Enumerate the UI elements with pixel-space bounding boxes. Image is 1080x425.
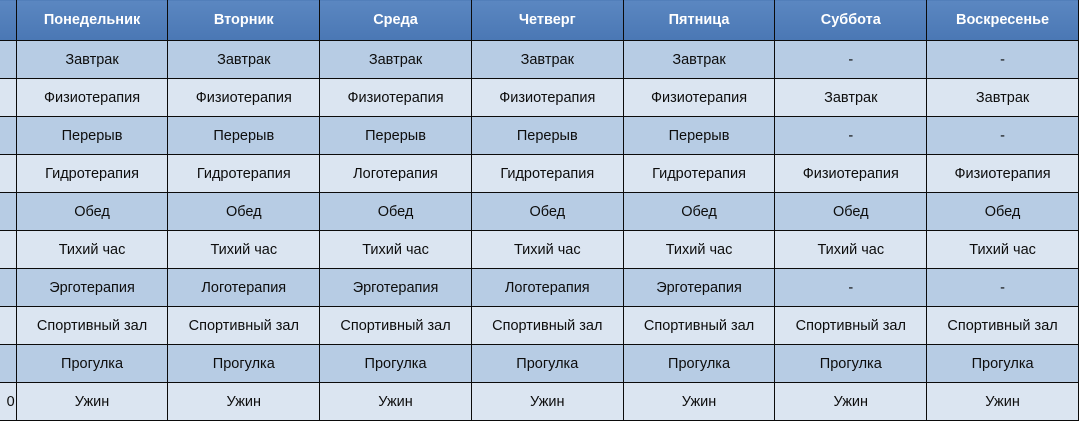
schedule-row	[0, 231, 1079, 269]
activity-cell: Спортивный зал	[168, 307, 320, 345]
activity-cell: Обед	[471, 193, 623, 231]
schedule-header	[0, 0, 1079, 41]
time-cell	[0, 155, 16, 193]
activity-cell: -	[927, 41, 1079, 79]
activity-cell: Завтрак	[623, 41, 775, 79]
schedule-row	[0, 193, 1079, 231]
activity-cell: Логотерапия	[471, 269, 623, 307]
activity-cell: Тихий час	[775, 231, 927, 269]
activity-cell: -	[775, 41, 927, 79]
activity-cell: Перерыв	[623, 117, 775, 155]
activity-cell: Логотерапия	[168, 269, 320, 307]
time-cell	[0, 41, 16, 79]
time-column-header	[0, 0, 16, 41]
activity-cell: Тихий час	[623, 231, 775, 269]
activity-cell: Завтрак	[168, 41, 320, 79]
activity-cell: Обед	[927, 193, 1079, 231]
schedule-row	[0, 307, 1079, 345]
activity-cell: -	[775, 269, 927, 307]
time-cell	[0, 79, 16, 117]
activity-cell: -	[927, 117, 1079, 155]
activity-cell: Перерыв	[471, 117, 623, 155]
day-header-fri: Пятница	[623, 0, 775, 41]
time-cell	[0, 193, 16, 231]
activity-cell: Физиотерапия	[16, 79, 168, 117]
schedule-row	[0, 155, 1079, 193]
activity-cell: Физиотерапия	[471, 79, 623, 117]
day-header-sun: Воскресенье	[927, 0, 1079, 41]
activity-cell: Завтрак	[471, 41, 623, 79]
schedule-body	[0, 41, 1079, 421]
activity-cell: -	[927, 269, 1079, 307]
time-cell: 0	[0, 383, 16, 421]
activity-cell: Физиотерапия	[623, 79, 775, 117]
activity-cell: Спортивный зал	[775, 307, 927, 345]
day-header-tue: Вторник	[168, 0, 320, 41]
day-header-wed: Среда	[320, 0, 472, 41]
activity-cell: -	[775, 117, 927, 155]
activity-cell: Ужин	[320, 383, 472, 421]
activity-cell: Обед	[775, 193, 927, 231]
activity-cell: Тихий час	[927, 231, 1079, 269]
activity-cell: Перерыв	[320, 117, 472, 155]
day-header-mon: Понедельник	[16, 0, 168, 41]
activity-cell: Спортивный зал	[927, 307, 1079, 345]
day-header-thu: Четверг	[471, 0, 623, 41]
activity-cell: Гидротерапия	[168, 155, 320, 193]
schedule-row	[0, 41, 1079, 79]
activity-cell: Ужин	[16, 383, 168, 421]
activity-cell: Завтрак	[320, 41, 472, 79]
activity-cell: Прогулка	[623, 345, 775, 383]
activity-cell: Прогулка	[16, 345, 168, 383]
activity-cell: Обед	[16, 193, 168, 231]
activity-cell: Ужин	[471, 383, 623, 421]
activity-cell: Физиотерапия	[927, 155, 1079, 193]
activity-cell: Ужин	[168, 383, 320, 421]
activity-cell: Перерыв	[16, 117, 168, 155]
activity-cell: Гидротерапия	[623, 155, 775, 193]
activity-cell: Обед	[623, 193, 775, 231]
activity-cell: Эрготерапия	[623, 269, 775, 307]
activity-cell: Эрготерапия	[320, 269, 472, 307]
activity-cell: Спортивный зал	[16, 307, 168, 345]
activity-cell: Завтрак	[16, 41, 168, 79]
activity-cell: Спортивный зал	[320, 307, 472, 345]
activity-cell: Спортивный зал	[623, 307, 775, 345]
activity-cell: Завтрак	[775, 79, 927, 117]
activity-cell: Обед	[168, 193, 320, 231]
activity-cell: Тихий час	[471, 231, 623, 269]
time-cell	[0, 231, 16, 269]
activity-cell: Ужин	[927, 383, 1079, 421]
schedule-row	[0, 79, 1079, 117]
time-cell	[0, 269, 16, 307]
activity-cell: Гидротерапия	[471, 155, 623, 193]
activity-cell: Ужин	[623, 383, 775, 421]
activity-cell: Логотерапия	[320, 155, 472, 193]
activity-cell: Прогулка	[320, 345, 472, 383]
activity-cell: Перерыв	[168, 117, 320, 155]
schedule-row	[0, 117, 1079, 155]
activity-cell: Спортивный зал	[471, 307, 623, 345]
activity-cell: Прогулка	[168, 345, 320, 383]
time-cell	[0, 345, 16, 383]
activity-cell: Физиотерапия	[168, 79, 320, 117]
time-cell	[0, 117, 16, 155]
schedule-row	[0, 345, 1079, 383]
time-cell	[0, 307, 16, 345]
activity-cell: Физиотерапия	[320, 79, 472, 117]
schedule-row	[0, 383, 1079, 421]
activity-cell: Прогулка	[471, 345, 623, 383]
activity-cell: Тихий час	[320, 231, 472, 269]
activity-cell: Прогулка	[927, 345, 1079, 383]
activity-cell: Эрготерапия	[16, 269, 168, 307]
header-row	[0, 0, 1079, 41]
activity-cell: Тихий час	[168, 231, 320, 269]
activity-cell: Тихий час	[16, 231, 168, 269]
activity-cell: Ужин	[775, 383, 927, 421]
activity-cell: Обед	[320, 193, 472, 231]
activity-cell: Гидротерапия	[16, 155, 168, 193]
activity-cell: Физиотерапия	[775, 155, 927, 193]
schedule-row	[0, 269, 1079, 307]
activity-cell: Завтрак	[927, 79, 1079, 117]
day-header-sat: Суббота	[775, 0, 927, 41]
activity-cell: Прогулка	[775, 345, 927, 383]
